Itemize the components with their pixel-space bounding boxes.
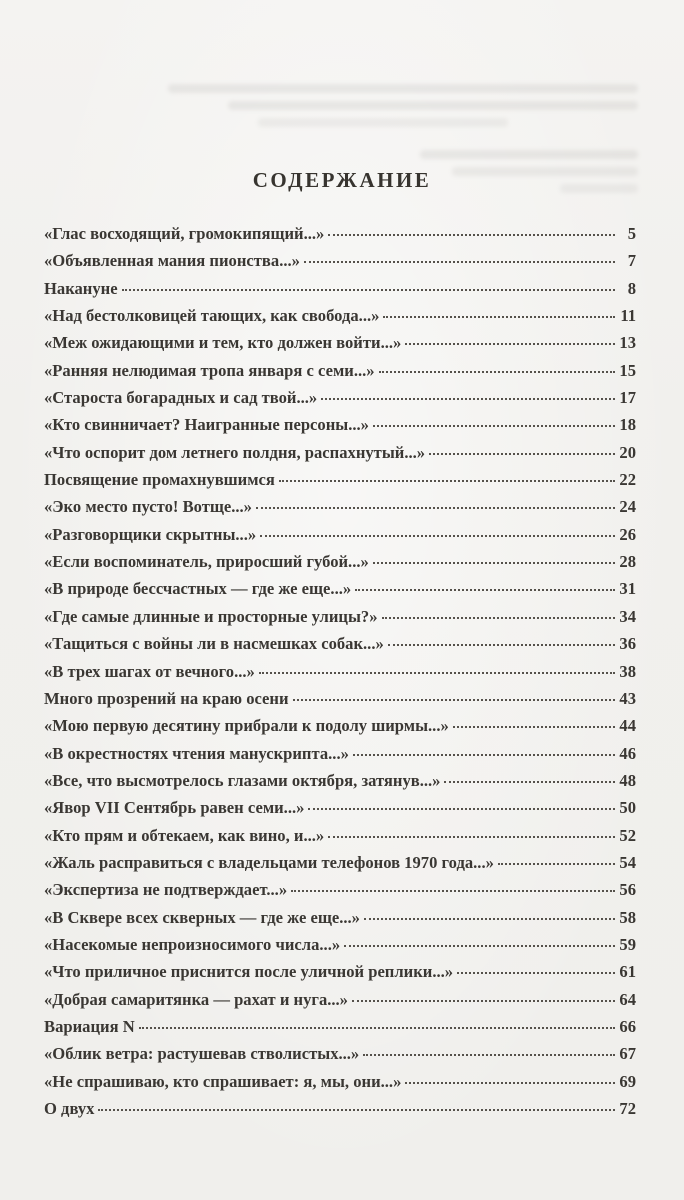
toc-entry-title: «В Сквере всех скверных — где же еще...» [44, 907, 360, 927]
dot-leader [429, 453, 615, 455]
toc-entry [44, 908, 636, 935]
dot-leader [260, 535, 615, 537]
dot-leader [355, 589, 615, 591]
toc-entry-page: 50 [619, 798, 636, 818]
toc-entry [44, 1017, 636, 1044]
toc-entry-page: 5 [627, 224, 636, 243]
toc-entry-title: «В трех шагах от вечного...» [44, 661, 255, 681]
toc-entry-page: 58 [619, 907, 636, 927]
dot-leader [293, 699, 615, 701]
toc-entry-title: «Экспертиза не подтверждает...» [44, 880, 288, 900]
toc-entry [44, 251, 636, 278]
page-title: СОДЕРЖАНИЕ [252, 168, 432, 192]
toc-entry [44, 415, 636, 442]
dot-leader [304, 261, 615, 263]
toc-entry-page: 17 [619, 388, 636, 408]
toc-entry-title: «Облик ветра: растушевав стволистых...» [44, 1044, 360, 1064]
dot-leader [353, 754, 615, 756]
toc-entry-page: 13 [619, 333, 636, 353]
toc-entry [44, 1099, 636, 1126]
toc-entry-page: 54 [619, 852, 636, 872]
toc-entry [44, 497, 636, 524]
toc-entry-page: 67 [619, 1044, 636, 1064]
toc-entry-title: «Кто прям и обтекаем, как вино, и...» [44, 825, 325, 845]
toc-entry-title: «Что оспорит дом летнего полдня, распахнутый...» [44, 442, 426, 462]
dot-leader [328, 836, 615, 838]
toc-entry-title: «Где самые длинные и просторные улицы?» [44, 606, 378, 626]
toc-entry [44, 579, 636, 606]
toc-entry [44, 306, 636, 333]
dot-leader [379, 371, 615, 373]
toc-entry [44, 1072, 636, 1099]
toc-entry [44, 798, 636, 825]
toc-entry-title: «Эко место пусто! Вотще...» [44, 497, 252, 517]
toc-entry-page: 48 [619, 770, 636, 790]
dot-leader [498, 863, 615, 865]
toc-entry [44, 361, 636, 388]
dot-leader [373, 562, 615, 564]
bleed-through-text [258, 118, 508, 127]
toc-entry-title: «Все, что высмотрелось глазами октября, затянув...» [44, 770, 441, 790]
toc-entry-title: «Мою первую десятину прибрали к подолу ширмы...» [44, 716, 449, 736]
toc-entry-title: «Глас восходящий, громокипящий...» [44, 224, 325, 243]
toc-entry-title: Много прозрений на краю осени [44, 688, 289, 708]
toc-entry-page: 26 [619, 524, 636, 544]
toc-entry-title: «В окрестностях чтения манускрипта...» [44, 743, 349, 763]
toc-entry-page: 46 [619, 743, 636, 763]
toc-entry-title: Накануне [44, 278, 118, 298]
toc-entry-title: «Меж ожидающими и тем, кто должен войти...» [44, 333, 402, 353]
toc-entry-page: 72 [619, 1099, 636, 1118]
bleed-through-text [420, 150, 638, 159]
toc-entry-title: «Староста богарадных и сад твой...» [44, 388, 318, 408]
bleed-through-text [168, 84, 638, 93]
toc-entry-page: 34 [619, 606, 636, 626]
toc-entry [44, 224, 636, 251]
toc-entry [44, 607, 636, 634]
toc-entry-title: «В природе бессчастных — где же еще...» [44, 579, 352, 599]
toc-entry [44, 990, 636, 1017]
dot-leader [139, 1027, 615, 1029]
dot-leader [279, 480, 615, 482]
dot-leader [444, 781, 615, 783]
dot-leader [453, 726, 615, 728]
dot-leader [352, 1000, 615, 1002]
toc-entry-title: «Насекомые непроизносимого числа...» [44, 934, 341, 954]
toc-entry-title: «Жаль расправиться с владельцами телефонов 1970 года...» [44, 852, 494, 872]
toc-entry-page: 44 [619, 716, 636, 736]
toc-entry-title: «Разговорщики скрытны...» [44, 524, 257, 544]
toc-entry-title: «Тащиться с войны ли в насмешках собак...» [44, 634, 384, 654]
toc-entry-page: 64 [619, 989, 636, 1009]
toc-entry-title: «Над бестолковицей тающих, как свобода...» [44, 306, 380, 326]
dot-leader [291, 890, 615, 892]
toc-entry [44, 525, 636, 552]
dot-leader [256, 507, 615, 509]
toc-entry-page: 20 [619, 442, 636, 462]
dot-leader [457, 972, 615, 974]
toc-entry-page: 11 [620, 306, 636, 326]
toc-entry-title: Посвящение промахнувшимся [44, 470, 275, 490]
dot-leader [98, 1109, 615, 1111]
toc-entry-title: «Объявленная мания пионства...» [44, 251, 300, 271]
toc-entry [44, 935, 636, 962]
toc-entry-title: «Не спрашиваю, кто спрашивает: я, мы, они...» [44, 1071, 402, 1091]
toc-entry-page: 36 [619, 634, 636, 654]
toc-entry-page: 22 [619, 470, 636, 490]
toc-entry [44, 388, 636, 415]
toc-entry-title: «Кто свинничает? Наигранные персоны...» [44, 415, 369, 435]
toc-entry [44, 279, 636, 306]
toc-entry [44, 853, 636, 880]
toc-entry [44, 634, 636, 661]
dot-leader [388, 644, 615, 646]
toc-list [44, 224, 636, 1126]
dot-leader [259, 672, 615, 674]
bleed-through-text [228, 101, 638, 110]
toc-entry-page: 31 [619, 579, 636, 599]
toc-entry-page: 43 [619, 688, 636, 708]
dot-leader [382, 617, 615, 619]
toc-entry [44, 1044, 636, 1071]
dot-leader [405, 343, 615, 345]
toc-entry-title: «Если воспоминатель, приросший губой...» [44, 552, 369, 572]
dot-leader [405, 1082, 615, 1084]
toc-entry [44, 716, 636, 743]
toc-entry-title: «Добрая самаритянка — рахат и нуга...» [44, 989, 348, 1009]
toc-entry-page: 61 [619, 962, 636, 982]
toc-entry [44, 826, 636, 853]
toc-entry-page: 38 [619, 661, 636, 681]
dot-leader [308, 808, 615, 810]
toc-entry-title: «Ранняя нелюдимая тропа января с семи...» [44, 360, 375, 380]
dot-leader [363, 1054, 615, 1056]
toc-entry [44, 443, 636, 470]
toc-entry-page: 15 [619, 360, 636, 380]
dot-leader [328, 234, 615, 236]
toc-entry-page: 69 [619, 1071, 636, 1091]
toc-entry-title: Вариация N [44, 1016, 135, 1036]
dot-leader [383, 316, 615, 318]
toc-entry [44, 470, 636, 497]
toc-entry-page: 7 [627, 251, 636, 271]
toc-entry-title: «Что приличное приснится после уличной реплики...» [44, 962, 454, 982]
toc-entry-page: 59 [619, 934, 636, 954]
dot-leader [122, 289, 615, 291]
toc-entry [44, 962, 636, 989]
toc-entry [44, 552, 636, 579]
toc-entry [44, 689, 636, 716]
toc-entry-page: 18 [619, 415, 636, 435]
toc-entry-page: 66 [619, 1016, 636, 1036]
toc-entry [44, 662, 636, 689]
dot-leader [321, 398, 615, 400]
toc-entry [44, 771, 636, 798]
dot-leader [364, 918, 615, 920]
dot-leader [344, 945, 615, 947]
toc-entry-page: 56 [619, 880, 636, 900]
toc-entry [44, 744, 636, 771]
toc-entry-page: 28 [619, 552, 636, 572]
toc-entry-page: 8 [627, 278, 636, 298]
toc-entry-title: О двух [44, 1099, 95, 1118]
toc-entry-page: 52 [619, 825, 636, 845]
toc-entry [44, 333, 636, 360]
toc-entry [44, 880, 636, 907]
toc-entry-page: 24 [619, 497, 636, 517]
toc-entry-title: «Явор VII Сентябрь равен семи...» [44, 798, 305, 818]
dot-leader [373, 425, 615, 427]
